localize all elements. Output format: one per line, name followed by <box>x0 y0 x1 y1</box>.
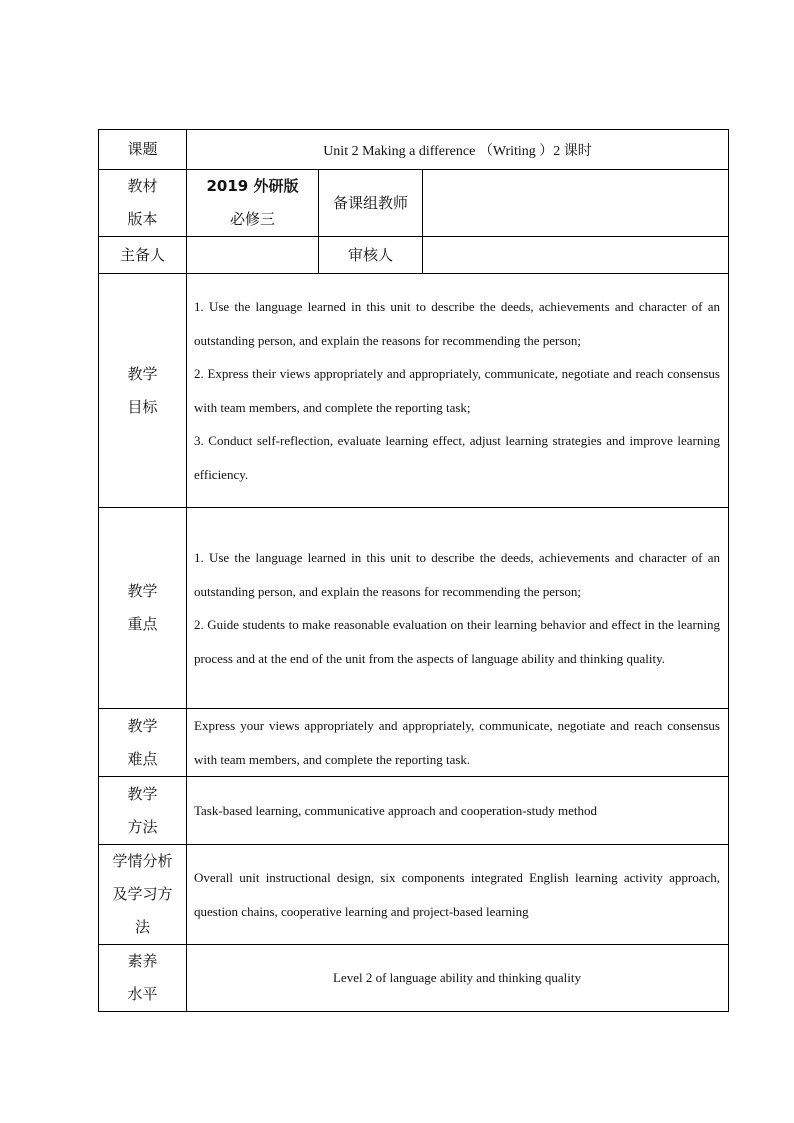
analysis-label-line: 学情分析 <box>112 852 173 870</box>
difficulties-label-line: 教学 <box>127 716 158 735</box>
analysis-label-line: 及学习方 <box>112 885 173 903</box>
key-points-label-line: 重点 <box>127 615 158 633</box>
difficulty-item: Express your views appropriately and appropriately, communicate, negotiate and reach consensus with team members, and complete the reporting task. <box>194 718 720 767</box>
reviewer-label: 审核人 <box>319 237 423 274</box>
literacy-content: Level 2 of language ability and thinking quality <box>187 945 729 1012</box>
objectives-content <box>187 274 729 508</box>
objective-item: 1. Use the language learned in this unit to describe the deeds, achievements and character of an outstanding person, and explain the reasons for recommending the person; <box>194 299 720 348</box>
edition-label-line: 版本 <box>127 210 158 228</box>
analysis-label <box>99 845 187 945</box>
analysis-label-line: 法 <box>134 918 150 936</box>
objective-item: 3. Conduct self-reflection, evaluate learning effect, adjust learning strategies and improve learning efficiency. <box>194 433 720 482</box>
topic-row <box>99 130 729 170</box>
edition-row <box>99 170 729 237</box>
objectives-label <box>99 274 187 508</box>
edition-value <box>187 170 319 237</box>
key-point-item: 2. Guide students to make reasonable evaluation on their learning behavior and effect in the learning process and at the end of the unit from the aspects of language ability and thinking quality. <box>194 617 720 666</box>
literacy-row <box>99 945 729 1012</box>
edition-label <box>99 170 187 237</box>
key-points-content <box>187 508 729 709</box>
key-point-item: 1. Use the language learned in this unit to describe the deeds, achievements and character of an outstanding person, and explain the reasons for recommending the person; <box>194 550 720 599</box>
difficulties-content <box>187 709 729 777</box>
lesson-plan-table <box>98 129 729 1012</box>
literacy-label-line: 素养 <box>127 952 158 970</box>
objectives-label-line: 目标 <box>127 397 158 416</box>
methods-label-line: 方法 <box>127 817 158 836</box>
preparer-value <box>187 237 319 274</box>
literacy-label-line: 水平 <box>127 985 158 1003</box>
methods-content: Task-based learning, communicative approach and cooperation-study method <box>187 777 729 845</box>
analysis-content <box>187 845 729 945</box>
methods-label <box>99 777 187 845</box>
literacy-label <box>99 945 187 1012</box>
topic-label: 课题 <box>99 130 187 170</box>
edition-label-line: 教材 <box>127 177 158 195</box>
group-teacher-value <box>423 170 729 237</box>
key-points-row <box>99 508 729 709</box>
key-points-label-line: 教学 <box>127 582 158 600</box>
topic-value: Unit 2 Making a difference （Writing ）2 课时 <box>187 130 729 170</box>
objectives-row <box>99 274 729 508</box>
difficulties-label-line: 难点 <box>127 749 158 768</box>
difficulties-row <box>99 709 729 777</box>
reviewer-value <box>423 237 729 274</box>
methods-row <box>99 777 729 845</box>
edition-value-line: 2019 外研版 <box>206 177 299 195</box>
methods-label-line: 教学 <box>127 784 158 803</box>
preparer-label: 主备人 <box>99 237 187 274</box>
preparer-row <box>99 237 729 274</box>
analysis-item: Overall unit instructional design, six components integrated English learning activity approach, question chains, cooperative learning and project-based learning <box>194 870 720 919</box>
analysis-row <box>99 845 729 945</box>
difficulties-label <box>99 709 187 777</box>
objective-item: 2. Express their views appropriately and appropriately, communicate, negotiate and reach consensus with team members, and complete the reporting task; <box>194 366 720 415</box>
edition-value-line: 必修三 <box>229 210 275 228</box>
objectives-label-line: 教学 <box>127 364 158 383</box>
group-teacher-label: 备课组教师 <box>319 170 423 237</box>
key-points-label <box>99 508 187 709</box>
